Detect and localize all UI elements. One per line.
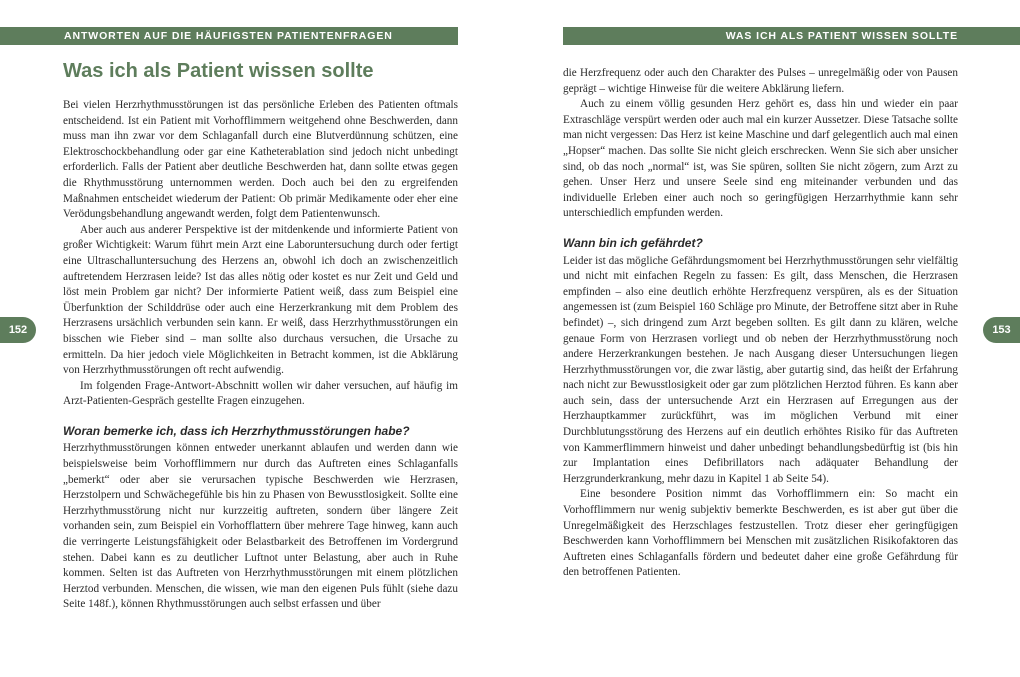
section-heading: Wann bin ich gefährdet?: [563, 235, 703, 250]
paragraph: Eine besondere Position nimmt das Vorhofflimmern ein: So macht ein Vorhofflimmern nur wenig subjektiv bemerkte Beschwerden, es ist aber gut über die Unregelmäßigkeit des Herzschlages festzustellen. Trotz dieser eher geringfügigen Beschwerden kann Vorhofflimmern bei Menschen mit zusätzlichen Risikofaktoren das Auftreten eines Schlaganfalls fördern und bedeutet daher eine große Gefährdung für den betroffenen Patienten.: [563, 488, 958, 579]
paragraph: Bei vielen Herzrhythmusstörungen ist das persönliche Erleben des Patienten oftmals entscheidend. Ist ein Patient mit Vorhofflimmern weitgehend ohne Beschwerden, dann muss man ihn zwar vor dem Schlaganfall durch eine Blutverdünnung schützen, eine Elektroschockbehandlung oder gar eine Katheterablation sind jedoch nicht unbedingt erforderlich. Falls der Patient aber deutliche Beschwerden hat, dann sollte etwas gegen die Rhythmusstörung unternommen werden. Doch auch bei den zu ergreifenden Maßnahmen entscheidet wiederum der Patient: Ob primär Medikamente oder eher eine Verödungsbehandlung angewandt werden, folgt dem Patientenwunsch.: [63, 99, 458, 221]
section-heading: Woran bemerke ich, dass ich Herzrhythmusstörungen habe?: [63, 423, 410, 438]
paragraph: Leider ist das mögliche Gefährdungsmoment bei Herzrhythmusstörungen sehr vielfältig und nicht mit einfachen Regeln zu fassen: Es gilt, dass Menschen, die Herzrasen empfinden – also eine deutlich erhöhte Herzfrequenz verspüren, als es der Situation angemessen ist (zum Beispiel 160 Schläge pro Minute, der Betroffene sitzt aber in Ruhe befindet) –, sich dringend zum Arzt begeben sollten. Es gilt dann zu klären, welche genaue Form von Herzrasen vorliegt und ob neben der Herzrhythmusstörung noch andere Herzerkrankungen bestehen. Je nach Ausgang dieser Untersuchungen liegen Herzrhythmusstörungen vor, die zwar lästig, aber gutartig sind, das heißt der Erfahrung nach nicht zur Bewusstlosigkeit oder gar zum plötzlichen Herztod führen. Es kann aber auch sein, dass der untersuchende Arzt ein Herzrasen auf Erregungen aus der Herzhauptkammer zurückführt, was im möglichen Verbund mit einer Durchblutungsstörung des Herzens auf ein deutlich erhöhtes Risiko für das Auftreten von Kammerflimmern hinweist und daher unbedingt behandlungsbedürftig ist (bis hin zur Implantation eines Defibrillators nach adäquater Behandlung der Herzgrunderkrankung, mehr dazu in Kapitel 1 ab Seite 54).: [563, 254, 958, 485]
paragraph: Auch zu einem völlig gesunden Herz gehört es, dass hin und wieder ein paar Extraschläge verspürt werden oder auch mal ein kurzer Aussetzer. Diese Tatsache sollte man nicht vergessen: Das Herz ist keine Maschine und darf gelegentlich auch mal einen „Hopser“ machen. Das sollte Sie nicht gleich erschrecken. Wenn Sie sich aber unsicher sind, ob das noch „normal“ ist, was Sie spüren, sollten Sie nicht zögern, zum Arzt zu gehen. Unser Herz und unsere Seele sind eng miteinander verbunden und das individuelle Erleben einer auch noch so geringfügigen Herzarrhythmie kann sehr unterschiedlich empfunden werden.: [563, 98, 958, 220]
paragraph: Aber auch aus anderer Perspektive ist der mitdenkende und informierte Patient von großer Wichtigkeit: Warum führt mein Arzt eine Laboruntersuchung durch oder fertigt eine Ultraschalluntersuchung des Herzens an, obwohl ich doch an zwischenzeitlich auftretendem Herzrasen leide? Ist das alles nötig oder kostet es nur Zeit und Geld und löst mein Problem gar nicht? Der informierte Patient weiß, dass zum Beispiel eine Überfunktion der Schilddrüse oder auch eine Herzerkrankung mit dem Problem des Herzrasens ursächlich verbunden sein kann. Er weiß, dass Herzrhythmusstörungen ein bisschen wie Fieber sind – man sollte also durchaus versuchen, die Ursache zu ermitteln. Da hier jedoch viele Möglichkeiten in Betracht kommen, ist die Abklärung von Herzrhythmusstörungen oft recht aufwendig.: [63, 223, 458, 377]
paragraph: Im folgenden Frage-Antwort-Abschnitt wollen wir daher versuchen, auf häufig im Arzt-Patienten-Gespräch gestellte Fragen einzugehen.: [63, 379, 458, 408]
paragraph: die Herzfrequenz oder auch den Charakter des Pulses – unregelmäßig oder von Pausen geprägt – wichtige Hinweise für die weitere Abklärung liefern.: [563, 67, 958, 95]
running-head-left: ANTWORTEN AUF DIE HÄUFIGSTEN PATIENTENFRAGEN: [0, 27, 458, 45]
page-title: Was ich als Patient wissen sollte: [63, 60, 374, 82]
running-head-right: WAS ICH ALS PATIENT WISSEN SOLLTE: [563, 27, 1020, 45]
right-page-body: [563, 66, 958, 581]
paragraph: Herzrhythmusstörungen können entweder unerkannt ablaufen und werden dann wie beispielsweise beim Vorhofflimmern nur durch das Auftreten eines Schlaganfalls „bemerkt“ oder aber sie verursachen typische Beschwerden wie Herzrasen, Herzstolpern und Schwächegefühle bis hin zu Phasen von Bewusstlosigkeit. Sollte eine Herzrhythmusstörung nicht nur kurzzeitig auftreten, sondern über längere Zeit vorhanden sein, zum Beispiel ein Vorhofflattern über mehrere Tage hinweg, kann auch die verringerte Leistungsfähigkeit oder Belastbarkeit des Betroffenen im Vordergrund stehen. Dabei kann es zu deutlicher Luftnot unter Belastung, aber auch in Ruhe kommen. Selten ist das Auftreten von Herzrhythmusstörungen mit einem plötzlichen Herztod verbunden. Menschen, die wissen, wie man den eigenen Puls fühlt (siehe dazu Seite 148f.), können Rhythmusstörungen auch selbst erfassen und über: [63, 442, 458, 611]
page-number-right: 153: [983, 317, 1020, 343]
left-page-body: [63, 98, 458, 613]
page-number-left: 152: [0, 317, 36, 343]
